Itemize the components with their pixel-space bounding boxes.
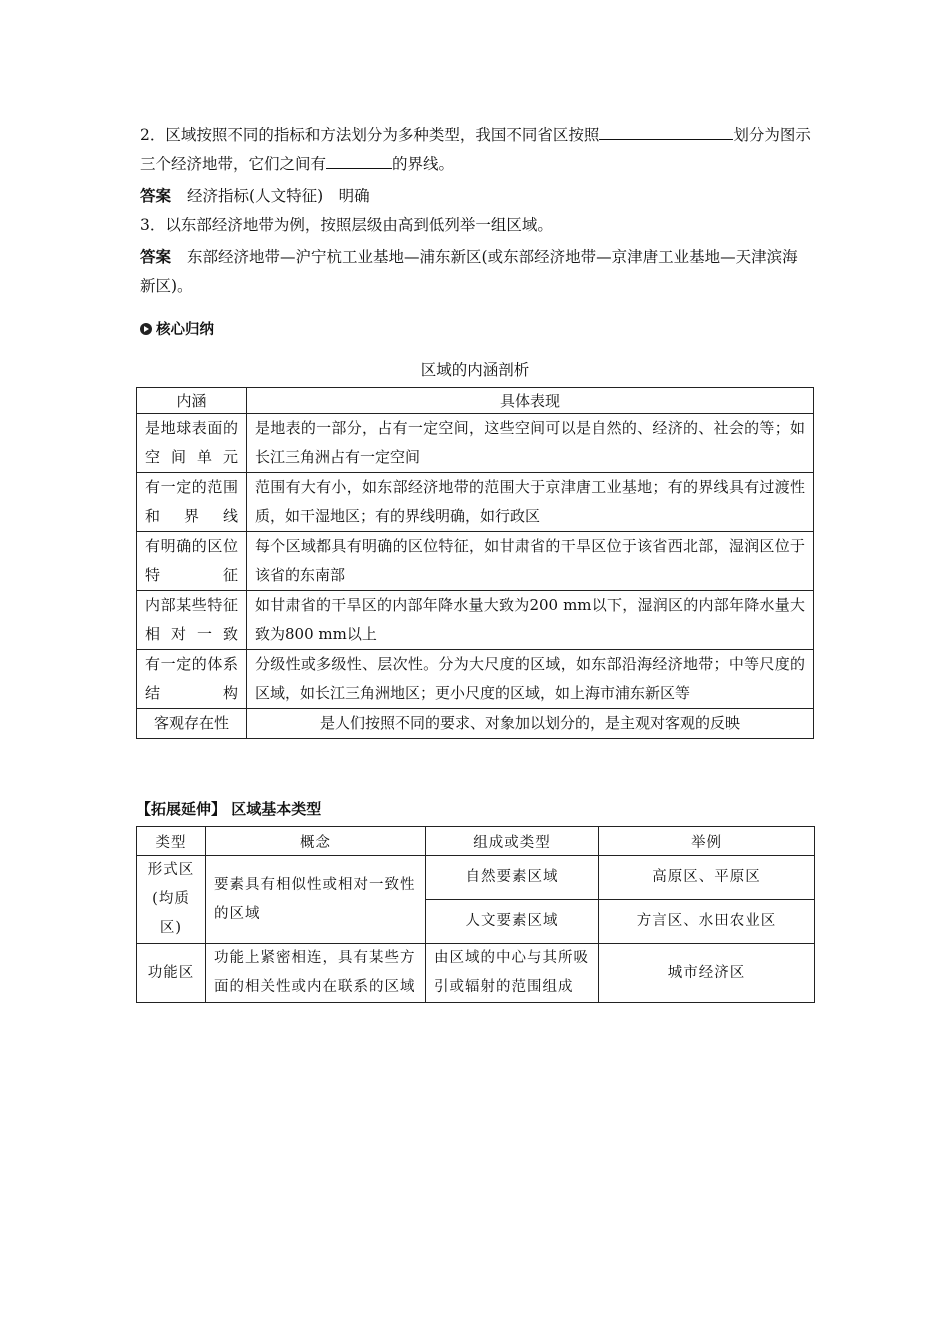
answer-blank-1[interactable]: [599, 123, 733, 140]
type-cell: 功能区: [137, 944, 206, 1003]
concept-cell: 功能上紧密相连，具有某些方面的相关性或内在联系的区域: [206, 944, 426, 1003]
table-row: [137, 532, 814, 591]
table-row: [137, 709, 814, 739]
composition-cell: 人文要素区域: [426, 900, 599, 944]
core-summary-heading: [140, 318, 214, 339]
play-circle-icon: [140, 323, 152, 335]
connotation-cell: 有一定的体系结构: [137, 650, 247, 709]
table-row: [137, 650, 814, 709]
answer-text: 东部经济地带—沪宁杭工业基地—浦东新区(或东部经济地带—京津唐工业基地—天津滨海新区)。: [140, 248, 798, 295]
connotation-cell: 是地球表面的空间单元: [137, 414, 247, 473]
connotation-cell: 有明确的区位特征: [137, 532, 247, 591]
table-header-row: [137, 388, 814, 414]
question-2-text-a: 区域按照不同的指标和方法划分为多种类型，我国不同省区按照: [165, 126, 600, 144]
connotation-cell: 客观存在性: [137, 709, 247, 739]
concept-cell: 要素具有相似性或相对一致性的区域: [206, 856, 426, 944]
answer-label: 答案: [140, 187, 172, 205]
manifestation-cell: 是人们按照不同的要求、对象加以划分的，是主观对客观的反映: [247, 709, 814, 739]
header-composition: 组成或类型: [426, 827, 599, 856]
core-summary-title: 核心归纳: [156, 322, 214, 338]
header-example: 举例: [599, 827, 815, 856]
question-2-text-b: 划分为图示三个经济地带，它们之间有: [140, 126, 811, 173]
region-connotation-table: [136, 387, 814, 739]
table-row: [137, 856, 815, 900]
header-type: 类型: [137, 827, 206, 856]
manifestation-cell: 每个区域都具有明确的区位特征，如甘肃省的干旱区位于该省西北部，湿润区位于该省的东南部: [247, 532, 814, 591]
question-3: [140, 211, 812, 240]
manifestation-cell: 分级性或多级性、层次性。分为大尺度的区域，如东部沿海经济地带；中等尺度的区域，如长江三角洲地区；更小尺度的区域，如上海市浦东新区等: [247, 650, 814, 709]
table-row: [137, 591, 814, 650]
question-2-text-c: 的界线。: [392, 155, 455, 173]
table-row: [137, 473, 814, 532]
table-row: [137, 944, 815, 1003]
table-caption: 区域的内涵剖析: [420, 361, 530, 379]
example-cell: 高原区、平原区: [599, 856, 815, 900]
composition-cell: 自然要素区域: [426, 856, 599, 900]
region-types-table: [136, 826, 815, 1003]
question-2-number: 2．: [140, 126, 166, 144]
question-2-answer: [140, 182, 812, 211]
connotation-cell: 内部某些特征相对一致: [137, 591, 247, 650]
header-manifestation: 具体表现: [247, 388, 814, 414]
question-3-number: 3．: [140, 216, 166, 234]
manifestation-cell: 是地表的一部分，占有一定空间，这些空间可以是自然的、经济的、社会的等；如长江三角洲占有一定空间: [247, 414, 814, 473]
manifestation-cell: 如甘肃省的干旱区的内部年降水量大致为200 mm以下，湿润区的内部年降水量大致为800 mm以上: [247, 591, 814, 650]
composition-cell: 由区域的中心与其所吸引或辐射的范围组成: [426, 944, 599, 1003]
table-row: [137, 414, 814, 473]
header-concept: 概念: [206, 827, 426, 856]
answer-label: 答案: [140, 248, 172, 266]
example-cell: 方言区、水田农业区: [599, 900, 815, 944]
table-header-row: [137, 827, 815, 856]
header-connotation: 内涵: [137, 388, 247, 414]
manifestation-cell: 范围有大有小，如东部经济地带的范围大于京津唐工业基地；有的界线具有过渡性质，如干湿地区；有的界线明确，如行政区: [247, 473, 814, 532]
extension-heading: 【拓展延伸】 区域基本类型: [136, 800, 322, 818]
example-cell: 城市经济区: [599, 944, 815, 1003]
question-2: [140, 121, 812, 179]
connotation-cell: 有一定的范围和界线: [137, 473, 247, 532]
type-cell: 形式区(均质区): [137, 856, 206, 944]
question-3-answer: [140, 243, 812, 301]
answer-blank-2[interactable]: [326, 152, 392, 169]
question-3-text: 以东部经济地带为例，按照层级由高到低列举一组区域。: [165, 216, 553, 234]
answer-text: 经济指标(人文特征) 明确: [187, 187, 370, 205]
